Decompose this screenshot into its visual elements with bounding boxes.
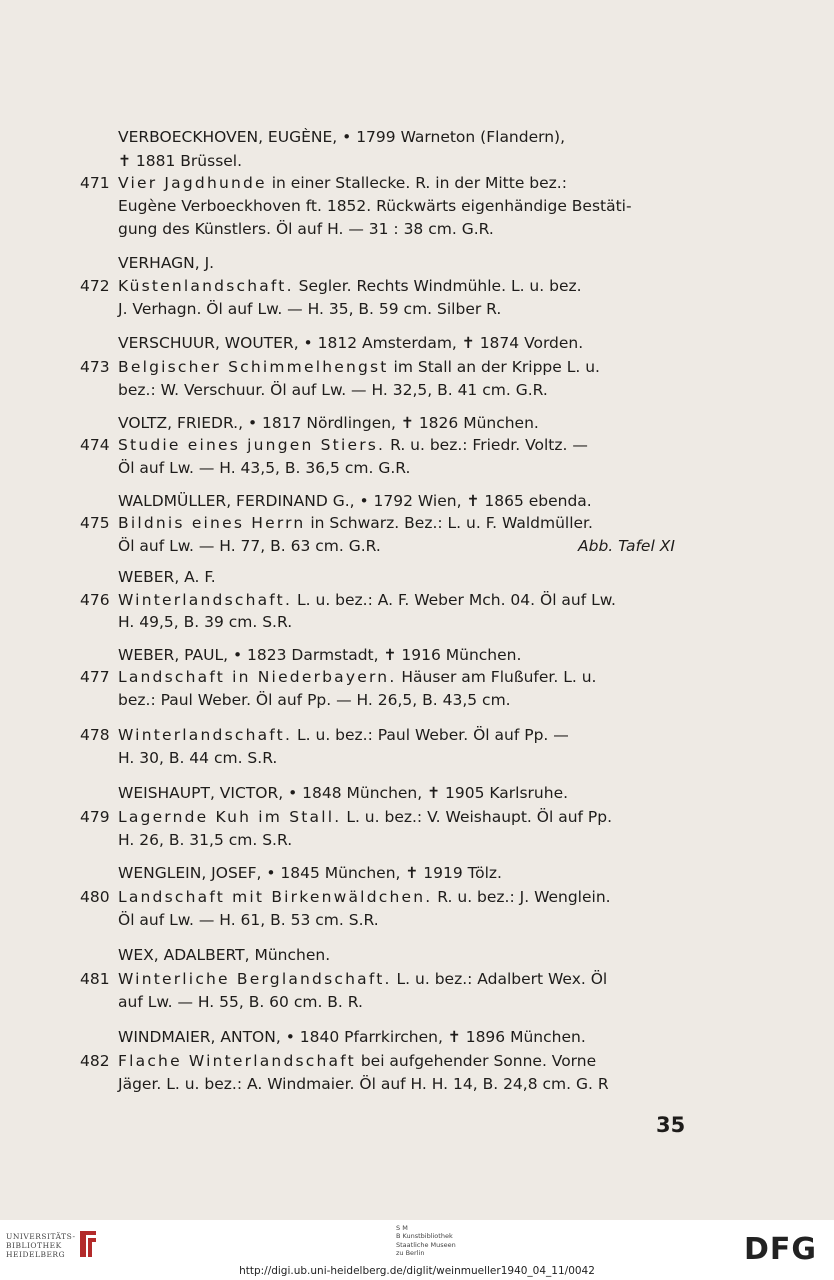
lot-text: Öl auf Lw. — H. 43,5, B. 36,5 cm. G.R. — [118, 459, 411, 477]
page-number: 35 — [656, 1113, 686, 1137]
university-logo-icon — [76, 1229, 100, 1259]
lot-text: L. u. bez.: Adalbert Wex. Öl — [391, 970, 608, 988]
lot-text: Öl auf Lw. — H. 77, B. 63 cm. G.R. — [118, 537, 381, 555]
lot-description — [118, 591, 616, 609]
lot-title: Winterliche Berglandschaft. — [118, 970, 392, 988]
kunstbibliothek-label — [396, 1224, 456, 1258]
center-line: zu Berlin — [396, 1249, 425, 1258]
lot-text: bez.: Paul Weber. Öl auf Pp. — H. 26,5, B. 43,5 cm. — [118, 691, 511, 709]
lot-text: R. u. bez.: Friedr. Voltz. — — [385, 436, 588, 454]
lot-number: 475 — [80, 514, 110, 532]
lot-text: gung des Künstlers. Öl auf H. — 31 : 38 cm. G.R. — [118, 220, 494, 238]
lot-text: Eugène Verboeckhoven ft. 1852. Rückwärts eigenhändige Bestäti- — [118, 197, 632, 215]
lot-description — [118, 888, 611, 906]
lot-number: 471 — [80, 174, 110, 192]
lot-title: Winterlandschaft. — [118, 726, 293, 744]
artist-heading: VERBOECKHOVEN, EUGÈNE, • 1799 Warneton (Flandern), — [118, 128, 566, 146]
university-line: UNIVERSITÄTS- — [6, 1232, 76, 1241]
lot-text: L. u. bez.: A. F. Weber Mch. 04. Öl auf Lw. — [292, 591, 616, 609]
lot-text: L. u. bez.: V. Weishaupt. Öl auf Pp. — [341, 808, 613, 826]
lot-text: bez.: W. Verschuur. Öl auf Lw. — H. 32,5, B. 41 cm. G.R. — [118, 381, 548, 399]
lot-description — [118, 970, 607, 988]
lot-title: Vier Jagdhunde — [118, 174, 267, 192]
artist-heading: WENGLEIN, JOSEF, • 1845 München, ✝ 1919 Tölz. — [118, 864, 502, 882]
lot-text: in einer Stallecke. R. in der Mitte bez.: — [266, 174, 567, 192]
lot-number: 477 — [80, 668, 110, 686]
lot-text: L. u. bez.: Paul Weber. Öl auf Pp. — — [292, 726, 569, 744]
center-line: Staatliche Museen — [396, 1240, 456, 1249]
lot-text: Öl auf Lw. — H. 61, B. 53 cm. S.R. — [118, 911, 379, 929]
artist-heading: WEBER, A. F. — [118, 568, 216, 586]
lot-title: Küstenlandschaft. — [118, 277, 294, 295]
lot-number: 472 — [80, 277, 110, 295]
lot-text: Segler. Rechts Windmühle. L. u. bez. — [293, 277, 582, 295]
artist-heading: WINDMAIER, ANTON, • 1840 Pfarrkirchen, ✝ 1896 München. — [118, 1028, 586, 1046]
lot-description — [118, 1052, 596, 1070]
source-url[interactable]: http://digi.ub.uni-heidelberg.de/diglit/weinmueller1940_04_11/0042 — [239, 1265, 595, 1277]
lot-number: 481 — [80, 970, 110, 988]
artist-heading: VOLTZ, FRIEDR., • 1817 Nördlingen, ✝ 1826 München. — [118, 414, 539, 432]
artist-heading-cont: ✝ 1881 Brüssel. — [118, 152, 243, 170]
lot-description — [118, 668, 596, 686]
lot-number: 474 — [80, 436, 110, 454]
lot-title: Landschaft mit Birkenwäldchen. — [118, 888, 433, 906]
lot-text: J. Verhagn. Öl auf Lw. — H. 35, B. 59 cm. Silber R. — [118, 300, 502, 318]
lot-title: Winterlandschaft. — [118, 591, 293, 609]
lot-title: Belgischer Schimmelhengst — [118, 358, 389, 376]
university-library-label — [6, 1232, 76, 1259]
artist-heading: WEX, ADALBERT, München. — [118, 946, 331, 964]
dfg-logo: DFG — [744, 1232, 818, 1267]
lot-number: 478 — [80, 726, 110, 744]
lot-text: H. 30, B. 44 cm. S.R. — [118, 749, 278, 767]
artist-heading: WALDMÜLLER, FERDINAND G., • 1792 Wien, ✝ 1865 ebenda. — [118, 492, 592, 510]
artist-heading: WEISHAUPT, VICTOR, • 1848 München, ✝ 1905 Karlsruhe. — [118, 784, 569, 802]
lot-description — [118, 358, 600, 376]
lot-text: R. u. bez.: J. Wenglein. — [432, 888, 611, 906]
lot-description — [118, 436, 588, 454]
lot-number: 479 — [80, 808, 110, 826]
lot-text: bei aufgehender Sonne. Vorne — [355, 1052, 597, 1070]
lot-text: Jäger. L. u. bez.: A. Windmaier. Öl auf H. H. 14, B. 24,8 cm. G. R — [118, 1075, 609, 1093]
lot-title: Landschaft in Niederbayern. — [118, 668, 397, 686]
artist-heading: VERSCHUUR, WOUTER, • 1812 Amsterdam, ✝ 1874 Vorden. — [118, 334, 584, 352]
lot-title: Flache Winterlandschaft — [118, 1052, 356, 1070]
lot-text: in Schwarz. Bez.: L. u. F. Waldmüller. — [305, 514, 593, 532]
university-line: BIBLIOTHEK — [6, 1241, 62, 1250]
center-line: S M — [396, 1224, 408, 1232]
lot-description — [118, 277, 582, 295]
lot-text: H. 26, B. 31,5 cm. S.R. — [118, 831, 293, 849]
lot-title: Studie eines jungen Stiers. — [118, 436, 386, 454]
lot-number: 476 — [80, 591, 110, 609]
lot-description — [118, 726, 569, 744]
lot-text: Häuser am Flußufer. L. u. — [396, 668, 597, 686]
center-line: B Kunstbibliothek — [396, 1232, 453, 1241]
plate-reference: Abb. Tafel XI — [578, 537, 675, 555]
lot-description — [118, 174, 567, 192]
lot-number: 480 — [80, 888, 110, 906]
university-line: HEIDELBERG — [6, 1250, 66, 1259]
lot-number: 473 — [80, 358, 110, 376]
lot-text: auf Lw. — H. 55, B. 60 cm. B. R. — [118, 993, 363, 1011]
lot-description — [118, 808, 612, 826]
lot-text: im Stall an der Krippe L. u. — [388, 358, 600, 376]
lot-title: Bildnis eines Herrn — [118, 514, 306, 532]
lot-description — [118, 514, 593, 532]
lot-number: 482 — [80, 1052, 110, 1070]
lot-title: Lagernde Kuh im Stall. — [118, 808, 342, 826]
lot-text: H. 49,5, B. 39 cm. S.R. — [118, 613, 293, 631]
artist-heading: WEBER, PAUL, • 1823 Darmstadt, ✝ 1916 München. — [118, 646, 522, 664]
artist-heading: VERHAGN, J. — [118, 254, 215, 272]
